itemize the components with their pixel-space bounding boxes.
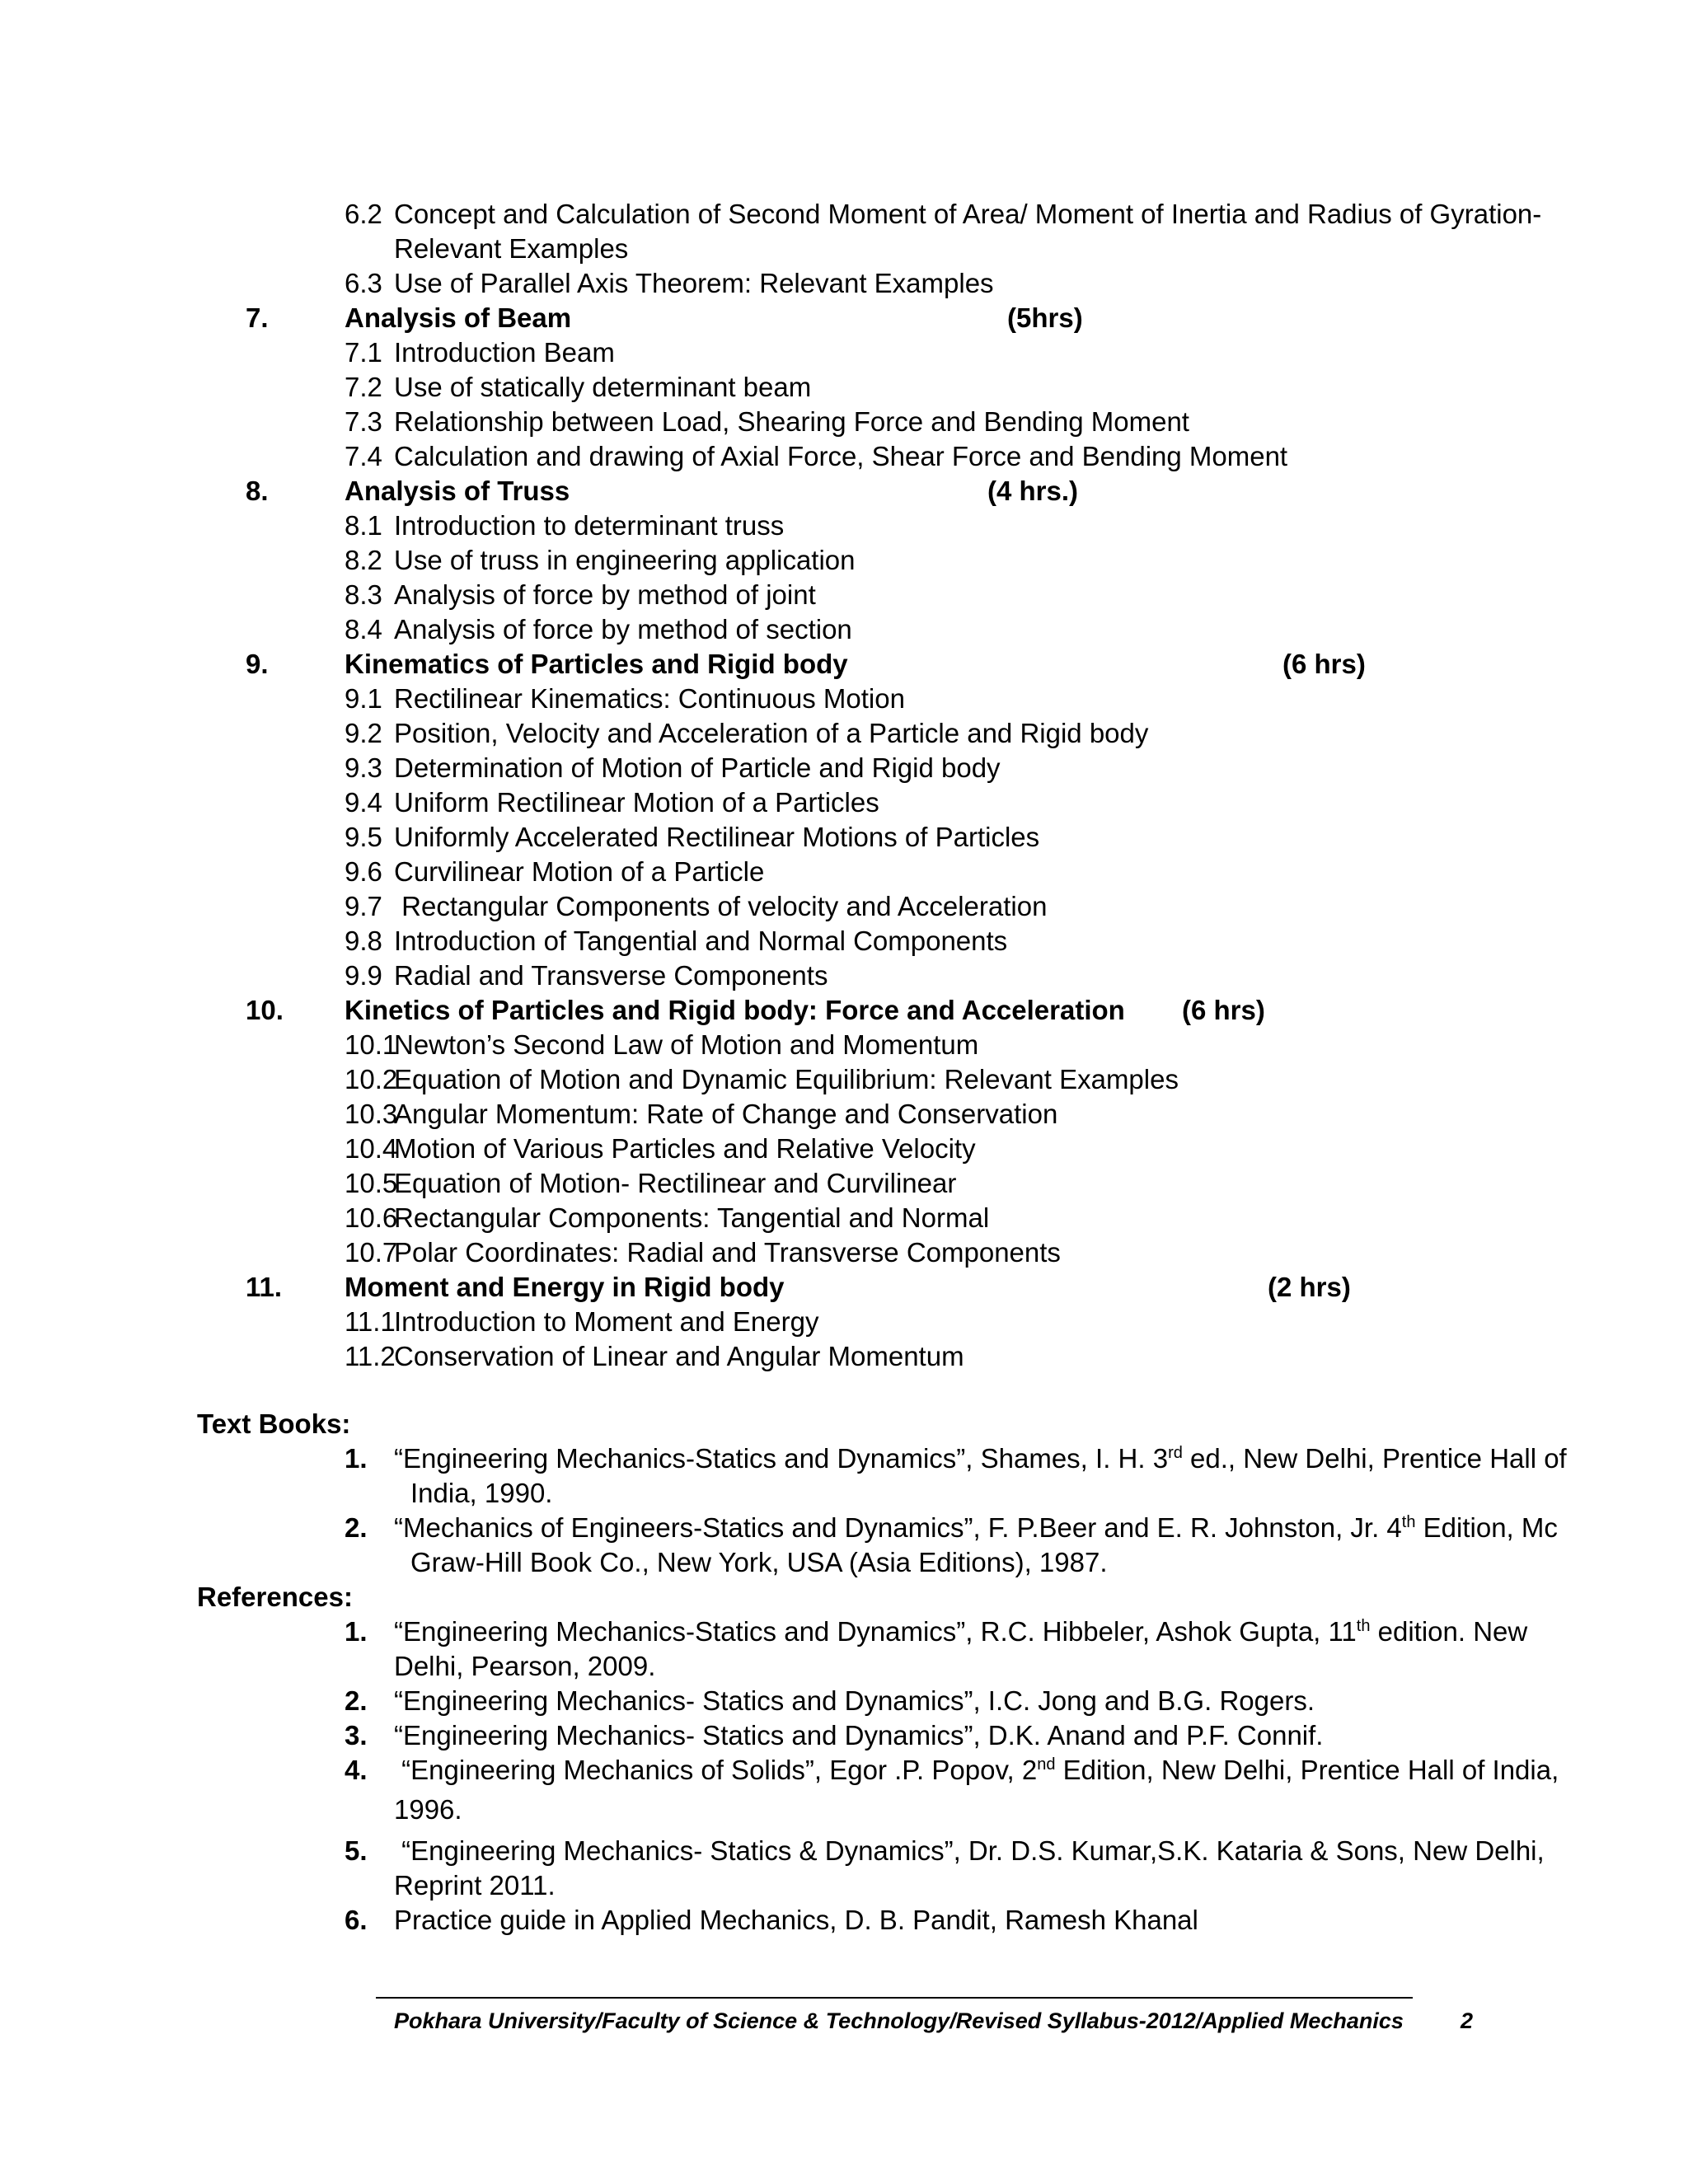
section-title: Kinematics of Particles and Rigid body (345, 649, 848, 679)
section-hours: (6 hrs) (1182, 995, 1265, 1025)
item-text: Uniform Rectilinear Motion of a Particles (394, 787, 879, 818)
item-text: Radial and Transverse Components (394, 960, 828, 991)
item-number: 8.1 (345, 510, 382, 541)
item-number: 10.5 (345, 1168, 398, 1198)
item-text: Determination of Motion of Particle and Rigid body (394, 752, 1001, 783)
entry-text-part: Edition, New Delhi, Prentice Hall of India, (1055, 1755, 1559, 1785)
item-number: 10.3 (345, 1099, 398, 1129)
entry-text (394, 1615, 1528, 1648)
entry-number: 2. (345, 1685, 368, 1716)
entry-text-part: “Mechanics of Engineers-Statics and Dynamics”, F. P.Beer and E. R. Johnston, Jr. 4 (394, 1512, 1402, 1543)
item-text: Rectilinear Kinematics: Continuous Motion (394, 683, 905, 714)
section-title: Kinetics of Particles and Rigid body: Force and Acceleration (345, 995, 1125, 1025)
entry-text-part: “Engineering Mechanics-Statics and Dynamics”, R.C. Hibbeler, Ashok Gupta, 11 (394, 1616, 1357, 1647)
entry-superscript: th (1401, 1513, 1416, 1531)
item-number: 9.8 (345, 926, 382, 956)
entry-number: 4. (345, 1755, 368, 1785)
item-number: 9.9 (345, 960, 382, 991)
entry-text-part: “Engineering Mechanics of Solids”, Egor .P. Popov, 2 (394, 1755, 1038, 1785)
entry-text-part: edition. New (1370, 1616, 1528, 1647)
item-number: 7.1 (345, 337, 382, 368)
item-text: Curvilinear Motion of a Particle (394, 856, 765, 887)
item-text: Newton’s Second Law of Motion and Momentum (394, 1029, 979, 1060)
item-text: Concept and Calculation of Second Moment of Area/ Moment of Inertia and Radius of Gyration- (394, 199, 1542, 229)
entry-text-part: Edition, Mc (1415, 1512, 1558, 1543)
item-text: Use of Parallel Axis Theorem: Relevant Examples (394, 268, 994, 298)
item-number: 10.1 (345, 1029, 398, 1060)
item-number: 9.6 (345, 856, 382, 887)
item-number: 6.3 (345, 268, 382, 298)
section-number: 7. (246, 302, 269, 333)
entry-number: 1. (345, 1443, 368, 1474)
item-text: Equation of Motion- Rectilinear and Curvilinear (394, 1168, 957, 1198)
entry-text-cont: 1996. (394, 1794, 462, 1825)
entry-text (394, 1511, 1558, 1544)
item-text: Relationship between Load, Shearing Force and Bending Moment (394, 406, 1189, 437)
section-title: Analysis of Beam (345, 302, 572, 333)
section-hours: (4 hrs.) (987, 476, 1079, 506)
section-title: Analysis of Truss (345, 476, 570, 506)
item-text: Calculation and drawing of Axial Force, Shear Force and Bending Moment (394, 441, 1288, 471)
section-title: Moment and Energy in Rigid body (345, 1272, 785, 1302)
item-number: 8.3 (345, 579, 382, 610)
page-number: 2 (1461, 2008, 1474, 2033)
entry-number: 2. (345, 1512, 368, 1543)
footer-text: Pokhara University/Faculty of Science & Technology/Revised Syllabus-2012/Applied Mechanics (394, 2008, 1404, 2033)
section-number: 9. (246, 649, 269, 679)
item-number: 7.3 (345, 406, 382, 437)
entry-text: Practice guide in Applied Mechanics, D. B. Pandit, Ramesh Khanal (394, 1905, 1198, 1935)
entry-text-cont: India, 1990. (410, 1478, 553, 1508)
item-number: 11.2 (345, 1341, 396, 1371)
entry-text (394, 1442, 1567, 1475)
item-number: 6.2 (345, 199, 382, 229)
entry-text: “Engineering Mechanics- Statics & Dynamics”, Dr. D.S. Kumar,S.K. Kataria & Sons, New Delhi, (394, 1835, 1545, 1866)
item-text: Conservation of Linear and Angular Momentum (394, 1341, 964, 1371)
item-number: 9.4 (345, 787, 382, 818)
item-text: Rectangular Components of velocity and Acceleration (394, 891, 1048, 921)
item-number: 9.5 (345, 822, 382, 852)
entry-number: 3. (345, 1720, 368, 1750)
entry-superscript: th (1356, 1617, 1371, 1635)
item-number: 9.7 (345, 891, 382, 921)
entry-text: “Engineering Mechanics- Statics and Dynamics”, I.C. Jong and B.G. Rogers. (394, 1685, 1315, 1716)
entry-number: 6. (345, 1905, 368, 1935)
item-number: 10.7 (345, 1237, 398, 1268)
heading-text: Text Books: (197, 1408, 351, 1439)
entry-number: 1. (345, 1616, 368, 1647)
footer-divider (376, 1997, 1413, 1999)
item-text: Position, Velocity and Acceleration of a Particle and Rigid body (394, 718, 1149, 748)
item-number: 7.2 (345, 372, 382, 402)
section-hours: (2 hrs) (1268, 1272, 1351, 1302)
heading-text: References: (197, 1582, 353, 1612)
entry-text-cont: Reprint 2011. (394, 1870, 556, 1900)
section-number: 8. (246, 476, 269, 506)
section-hours: (6 hrs) (1282, 649, 1366, 679)
item-number: 8.4 (345, 614, 382, 644)
item-text: Introduction to Moment and Energy (394, 1306, 819, 1337)
item-number: 10.4 (345, 1133, 398, 1164)
entry-text-part: “Engineering Mechanics-Statics and Dynamics”, Shames, I. H. 3 (394, 1443, 1169, 1474)
item-text: Use of truss in engineering application (394, 545, 856, 575)
entry-text: “Engineering Mechanics- Statics and Dynamics”, D.K. Anand and P.F. Connif. (394, 1720, 1324, 1750)
item-number: 11.1 (345, 1306, 396, 1337)
item-number: 9.3 (345, 752, 382, 783)
item-text: Motion of Various Particles and Relative Velocity (394, 1133, 976, 1164)
entry-superscript: nd (1037, 1755, 1056, 1774)
item-text: Introduction Beam (394, 337, 615, 368)
item-number: 7.4 (345, 441, 382, 471)
item-number: 8.2 (345, 545, 382, 575)
item-text-cont: Relevant Examples (394, 233, 629, 264)
item-text: Introduction of Tangential and Normal Components (394, 926, 1008, 956)
entry-text (394, 1754, 1559, 1787)
item-text: Use of statically determinant beam (394, 372, 812, 402)
item-number: 10.6 (345, 1202, 398, 1233)
item-text: Introduction to determinant truss (394, 510, 785, 541)
entry-text-cont: Delhi, Pearson, 2009. (394, 1651, 656, 1681)
entry-number: 5. (345, 1835, 368, 1866)
section-number: 11. (246, 1272, 283, 1302)
item-text: Uniformly Accelerated Rectilinear Motions of Particles (394, 822, 1040, 852)
item-text: Rectangular Components: Tangential and Normal (394, 1202, 990, 1233)
entry-superscript: rd (1168, 1444, 1183, 1462)
item-number: 10.2 (345, 1064, 398, 1094)
entry-text-part: ed., New Delhi, Prentice Hall of (1182, 1443, 1567, 1474)
item-text: Analysis of force by method of section (394, 614, 852, 644)
item-number: 9.1 (345, 683, 382, 714)
item-text: Angular Momentum: Rate of Change and Conservation (394, 1099, 1058, 1129)
item-number: 9.2 (345, 718, 382, 748)
section-hours: (5hrs) (1007, 302, 1083, 333)
item-text: Equation of Motion and Dynamic Equilibrium: Relevant Examples (394, 1064, 1179, 1094)
section-number: 10. (246, 995, 284, 1025)
item-text: Analysis of force by method of joint (394, 579, 816, 610)
entry-text-cont: Graw-Hill Book Co., New York, USA (Asia Editions), 1987. (410, 1547, 1108, 1577)
item-text: Polar Coordinates: Radial and Transverse Components (394, 1237, 1061, 1268)
